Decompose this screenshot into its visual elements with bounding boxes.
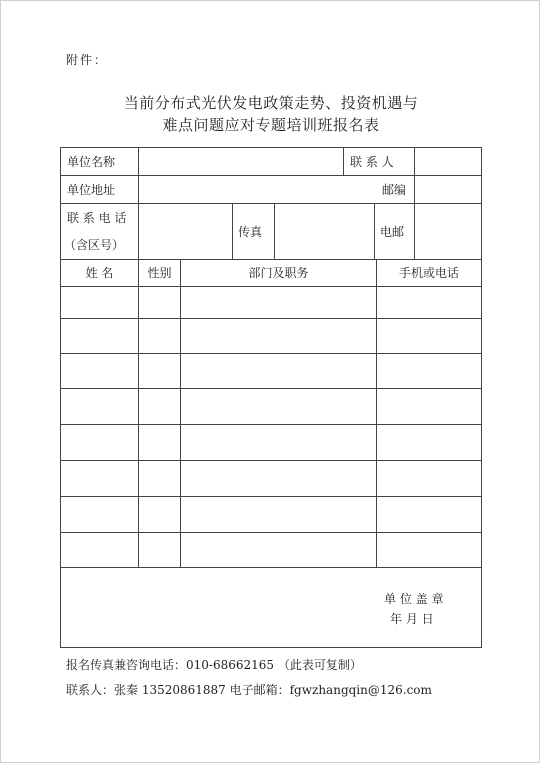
table-border-left <box>60 147 61 648</box>
column-header-department-position: 部门及职务 <box>248 266 309 280</box>
table-rule <box>60 460 482 461</box>
fax-label: 传真 <box>238 225 263 239</box>
table-rule <box>60 353 482 354</box>
contact-person-label: 联 系 人 <box>350 155 394 169</box>
table-rule <box>60 496 482 497</box>
table-rule-vertical <box>374 203 375 259</box>
table-rule <box>60 567 482 568</box>
attachment-label: 附件： <box>66 53 109 67</box>
table-border-top <box>60 147 482 148</box>
unit-address-label: 单位地址 <box>67 183 116 197</box>
table-rule-vertical <box>343 147 344 175</box>
column-header-phone: 手机或电话 <box>398 266 459 280</box>
table-rule <box>60 203 482 204</box>
table-rule <box>60 318 482 319</box>
postcode-label: 邮编 <box>382 183 407 197</box>
form-title-line1: 当前分布式光伏发电政策走势、投资机遇与 <box>123 94 419 112</box>
unit-name-label: 单位名称 <box>67 155 116 169</box>
table-rule <box>60 259 482 260</box>
form-title-line2: 难点问题应对专题培训班报名表 <box>162 116 380 134</box>
date-label: 年 月 日 <box>390 612 434 626</box>
table-rule-vertical <box>232 203 233 259</box>
area-code-label: （含区号） <box>64 238 125 252</box>
table-border-right <box>481 147 482 648</box>
contact-email-line: 联系人：张秦 13520861887 电子邮箱：fgwzhangqin@126.com <box>66 683 432 697</box>
table-rule-vertical <box>376 259 377 567</box>
contact-phone-label: 联 系 电 话 <box>67 211 127 225</box>
fax-inquiry-line: 报名传真兼咨询电话：010-68662165 （此表可复制） <box>66 658 362 672</box>
table-rule <box>60 175 482 176</box>
table-rule-vertical <box>180 259 181 567</box>
table-rule-vertical <box>274 203 275 259</box>
email-label: 电邮 <box>380 225 405 239</box>
table-rule <box>60 424 482 425</box>
table-rule-vertical <box>414 147 415 259</box>
unit-seal-label: 单 位 盖 章 <box>384 592 444 606</box>
column-header-name: 姓 名 <box>85 266 114 280</box>
table-rule-vertical <box>138 147 139 259</box>
table-rule <box>60 532 482 533</box>
table-rule <box>60 286 482 287</box>
table-border-bottom <box>60 647 482 648</box>
table-rule <box>60 388 482 389</box>
column-header-gender: 性别 <box>147 266 172 280</box>
table-rule-vertical <box>138 259 139 567</box>
